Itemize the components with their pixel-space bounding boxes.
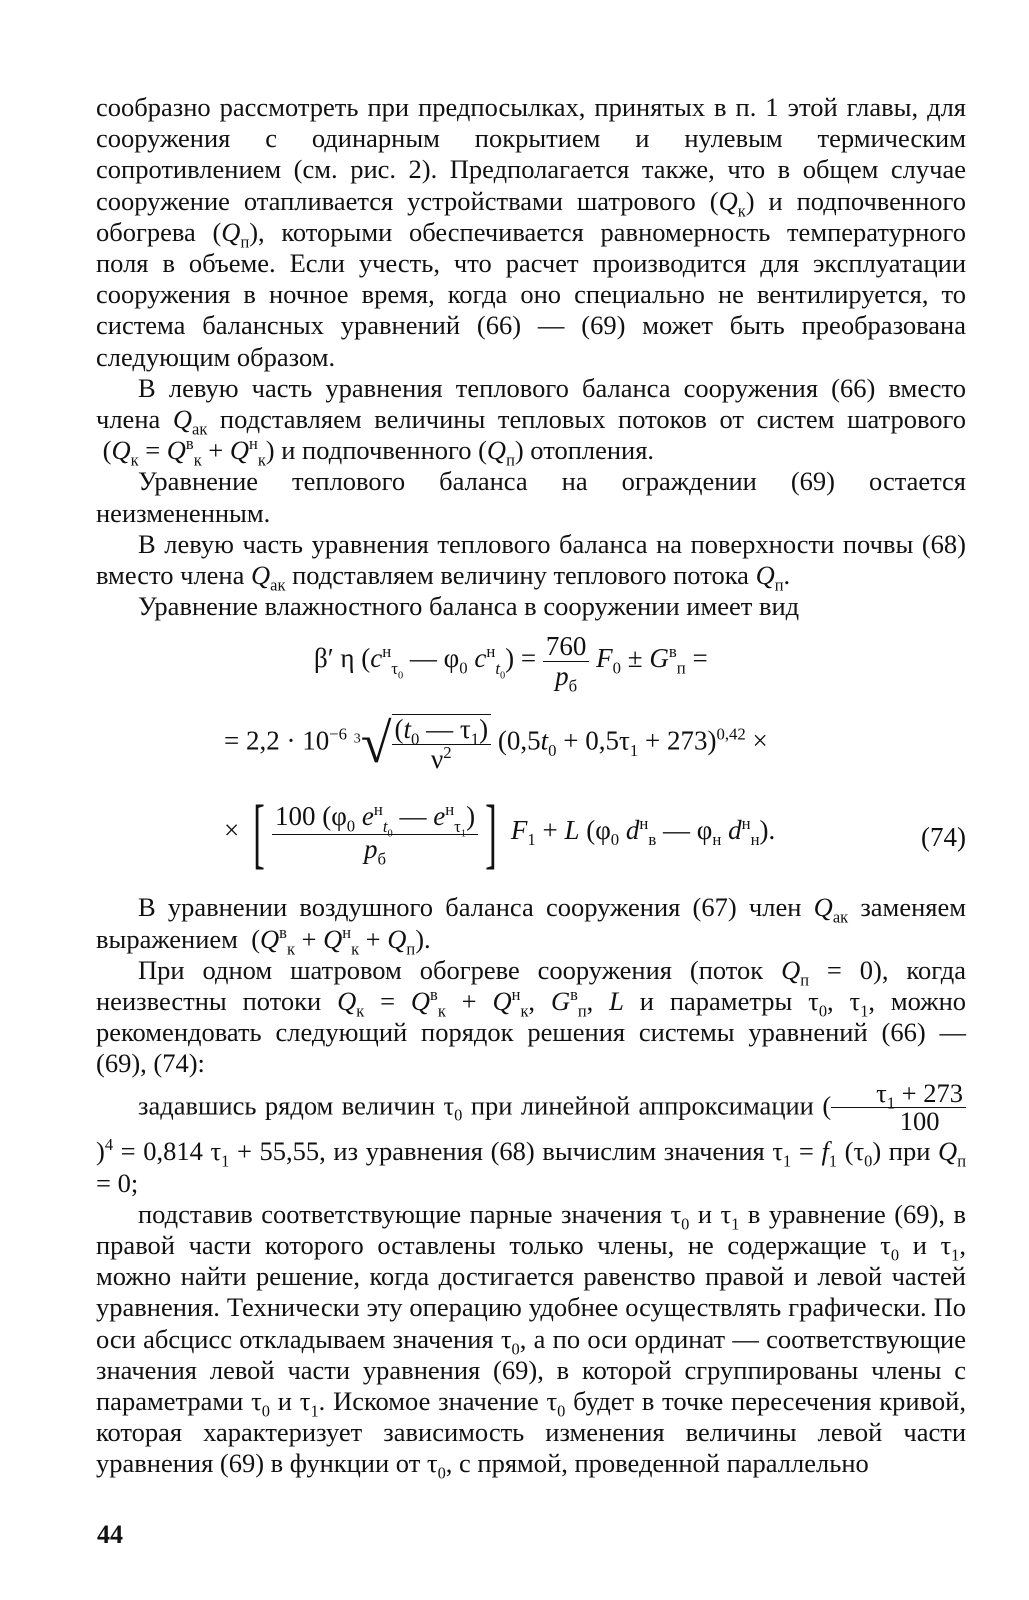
paragraph-7: При одном шатровом обогреве сооружения (поток $Q_п = 0$), когда неизвестны потоки $Q_к = Q^в_к + Q^н_к$, $G^в_п$, L и параметры $\tau_0$, $\tau_1$, можно рекомендовать следующий порядок решения системы уравнений (66) — (69), (74): (96, 954, 967, 1079)
paragraph-5: Уравнение влажностного баланса в сооружении имеет вид (138, 591, 800, 622)
paragraph-6: В уравнении воздушного баланса сооружения (67) член $Q_{ак}$ заменяем выражением $(Q^в_к + Q^н_к + Q_п)$. (96, 892, 966, 958)
equation-number: (74) (921, 822, 966, 853)
paragraph-2: В левую часть уравнения теплового баланса сооружения (66) вместо члена $Q_{ак}$ подставляем величины тепловых потоков от систем шатрового $(Q_к = Q^в_к + Q^н_к)$ и подпочвенного $(Q_п)$ отопления. (96, 372, 967, 470)
page-number: 44 (97, 1520, 123, 1549)
equation-line-2: = $2,2 \cdot 10^{-6}$ $^3$√ $\frac{(t_0 — \tau_1)}{\nu^2}$ $(0,5t_0 + 0,5\tau_1 + 273)^{0,42}$ × (224, 712, 768, 775)
paragraph-3: Уравнение теплового баланса на ограждении (69) остается неизмененным. (96, 466, 966, 528)
paragraph-1: сообразно рассмотреть при предпосылках, принятых в п. 1 этой главы, для сооружения с одинарным покрытием и нулевым термическим сопротивлением (см. рис. 2). Предполагается также, что в общем случае сооружение отапливается устройствами шатрового $(Q_к)$ и подпочвенного обогрева $(Q_п)$, которыми обеспечивается равномерность температурного поля в объеме. Если учесть, что расчет производится для эксплуатации сооружения в ночное время, когда оно специально не вентилируется, то система балансных уравнений (66) — (69) может быть преобразована следующим образом. (96, 92, 966, 372)
equation-line-3: × [ $\frac{100 (\varphi_0 e^н_{t_0} — e^н_{\tau_1})}{p_б}$ ] $F_1 + L$ ($\varphi_0$ $d^н_в$ — $\varphi_н$ $d^н_н$). (224, 789, 776, 876)
equation-line-1: β′ η ($c^н_{\tau_0}$ — $\varphi_0$ $c^н_{t_0}$) = $\frac{760}{p_б}$ $F_0 \pm G^в_п$ = (314, 631, 708, 696)
paragraph-4: В левую часть уравнения теплового баланса на поверхности почвы (68) вместо члена $Q_{ак}$ подставляем величину теплового потока $Q_п$. (96, 528, 966, 595)
equation-74 (96, 622, 966, 892)
page-body (96, 92, 967, 1483)
paragraph-9: подставив соответствующие парные значения $\tau_0$ и $\tau_1$ в уравнение (69), в правой части которого оставлены только члены, не содержащие $\tau_0$ и $\tau_1$, можно найти решение, когда достигается равенство правой и левой частей уравнения. Технически эту операцию удобнее осуществлять графически. По оси абсцисс откладываем значения $\tau_0$, а по оси ординат — соответствующие значения левой части уравнения (69), в которой сгруппированы члены с параметрами $\tau_0$ и $\tau_1$. Искомое значение $\tau_0$ будет в точке пересечения кривой, которая характеризует зависимость изменения величины левой части уравнения (69) в функции от $\tau_0$, с прямой, проведенной параллельно (96, 1198, 966, 1483)
paragraph-8: задавшись рядом величин $\tau_0$ при линейной аппроксимации ( $\frac{\tau_1 + 273}{100}$ )$^4$ = 0,814 $\tau_1 + 55,55$, из уравнения (68) вычислим значения $\tau_1 = f_1$ $(\tau_0)$ при $Q_п = 0$; (96, 1077, 966, 1198)
